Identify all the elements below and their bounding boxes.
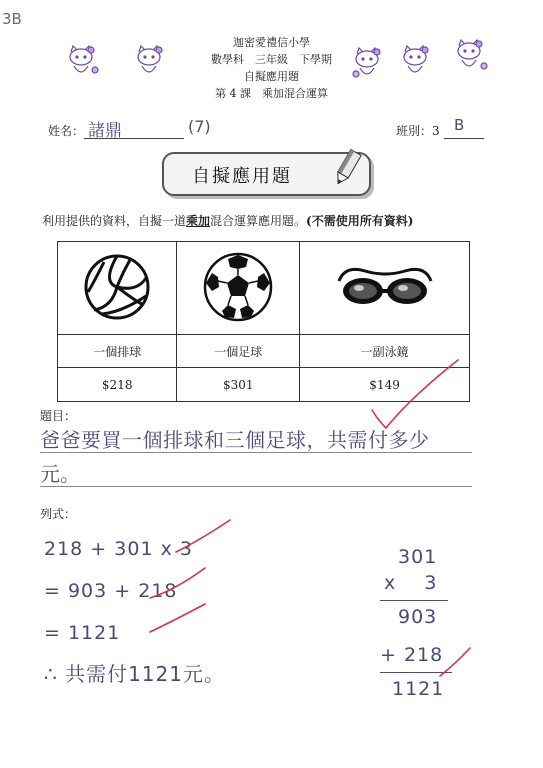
class-number: (7) <box>188 117 211 136</box>
instruction-note: (不需使用所有資料) <box>306 214 414 228</box>
question-line-1: 爸爸要買一個排球和三個足球，共需付多少 <box>40 428 430 452</box>
vertical-top: 301 <box>398 546 438 568</box>
final-answer: ∴ 共需付1121元。 <box>44 662 225 686</box>
check-mark-icon <box>150 568 205 598</box>
worksheet-name: 自擬應用題 <box>244 70 299 83</box>
subject-grade-term: 數學科 三年級 下學期 <box>211 53 332 66</box>
question-line-2: 元。 <box>40 462 80 486</box>
item-price: $149 <box>300 368 470 402</box>
instruction-emphasis: 乘加 <box>186 214 211 228</box>
check-mark-icon <box>176 520 230 552</box>
name-value: 諸鼎 <box>88 121 122 141</box>
check-mark-icon <box>440 648 470 676</box>
instruction-part2: 混合運算應用題。 <box>210 214 307 228</box>
item-name: 一副泳鏡 <box>300 335 470 368</box>
vertical-add: + 218 <box>380 644 444 666</box>
class-value: B <box>454 116 465 134</box>
vertical-product: 903 <box>398 606 438 628</box>
working-step-1: 218 + 301 x 3 <box>44 538 193 560</box>
working-label: 列式： <box>40 507 77 521</box>
question-label: 題目： <box>40 409 77 423</box>
item-name: 一個足球 <box>177 335 300 368</box>
instruction-part1: 利用提供的資料，自擬一道 <box>42 214 187 228</box>
vertical-sum: 1121 <box>392 678 445 700</box>
lesson-title: 第 4 課 乘加混合運算 <box>215 87 328 100</box>
school-name: 迦密愛禮信小學 <box>233 36 310 49</box>
item-name: 一個排球 <box>58 335 177 368</box>
name-label: 姓名： <box>48 124 85 138</box>
check-mark-icon <box>372 360 458 428</box>
class-label: 班別：3 <box>396 124 440 138</box>
item-price: $301 <box>177 368 300 402</box>
item-price: $218 <box>58 368 177 402</box>
check-mark-icon <box>150 604 205 632</box>
working-step-3: = 1121 <box>44 622 121 644</box>
working-step-2: = 903 + 218 <box>44 580 178 602</box>
vertical-mult: x 3 <box>384 572 438 594</box>
worksheet-title: 自擬應用題 <box>192 166 292 187</box>
corner-class-note: 3B <box>2 10 22 28</box>
